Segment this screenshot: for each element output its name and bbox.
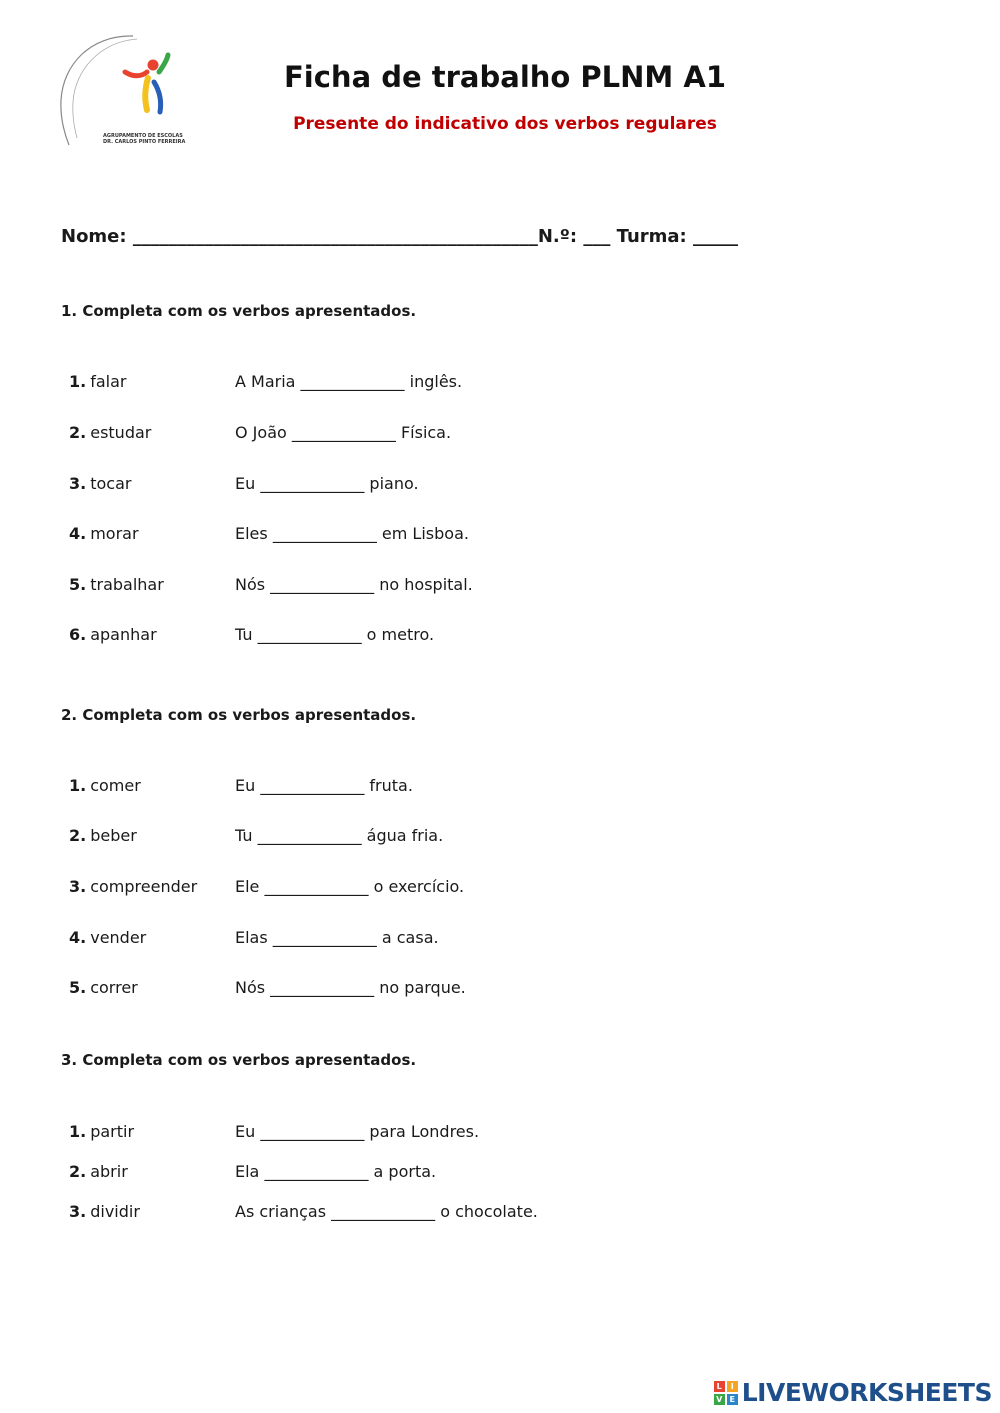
- list-item: [69, 423, 452, 442]
- section-1-title: 1. Completa com os verbos apresentados.: [61, 302, 417, 320]
- worksheet-title: Ficha de trabalho PLNM A1: [283, 60, 727, 94]
- item-verb: beber: [90, 826, 137, 845]
- item-verb: correr: [90, 978, 138, 997]
- item-sentence[interactable]: Ele _____________ o exercício.: [235, 877, 465, 896]
- list-item: [69, 928, 439, 947]
- item-number: 2.: [69, 826, 87, 845]
- item-sentence[interactable]: Eu _____________ fruta.: [235, 776, 413, 795]
- item-verb: tocar: [90, 474, 132, 493]
- list-item: [69, 978, 466, 997]
- logo-caption-line1: AGRUPAMENTO DE ESCOLAS: [103, 133, 183, 139]
- item-sentence[interactable]: O João _____________ Física.: [235, 423, 452, 442]
- item-number: 2.: [69, 423, 87, 442]
- list-item: [69, 474, 419, 493]
- item-number: 3.: [69, 877, 87, 896]
- item-number: 5.: [69, 978, 87, 997]
- item-number: 5.: [69, 575, 87, 594]
- list-item: [69, 877, 465, 896]
- item-sentence[interactable]: Nós _____________ no parque.: [235, 978, 466, 997]
- item-verb: estudar: [90, 423, 152, 442]
- item-verb: abrir: [90, 1162, 128, 1181]
- item-verb: apanhar: [90, 625, 157, 644]
- item-sentence[interactable]: Tu _____________ o metro.: [235, 625, 435, 644]
- list-item: [69, 1162, 437, 1181]
- list-item: [69, 625, 435, 644]
- item-sentence[interactable]: Eu _____________ para Londres.: [235, 1122, 480, 1141]
- item-verb: falar: [90, 372, 127, 391]
- liveworksheets-logo-icon: [714, 1381, 738, 1405]
- list-item: [69, 1122, 480, 1141]
- item-number: 3.: [69, 1202, 87, 1221]
- section-3-title: 3. Completa com os verbos apresentados.: [61, 1051, 417, 1069]
- item-number: 1.: [69, 1122, 87, 1141]
- list-item: [69, 826, 444, 845]
- section-2-title: 2. Completa com os verbos apresentados.: [61, 706, 417, 724]
- item-verb: trabalhar: [90, 575, 164, 594]
- item-verb: morar: [90, 524, 139, 543]
- liveworksheets-brand: LIVEWORKSHEETS: [741, 1378, 992, 1407]
- liveworksheets-watermark: [714, 1378, 992, 1407]
- student-info-line[interactable]: Nome: _____________________________________________N.º: ___ Turma: _____: [61, 226, 739, 247]
- item-verb: vender: [90, 928, 147, 947]
- item-sentence[interactable]: Eles _____________ em Lisboa.: [235, 524, 469, 543]
- item-sentence[interactable]: Eu _____________ piano.: [235, 474, 419, 493]
- worksheet-subtitle: Presente do indicativo dos verbos regulares: [293, 114, 717, 134]
- item-number: 2.: [69, 1162, 87, 1181]
- item-verb: partir: [90, 1122, 135, 1141]
- badge-letter: I: [727, 1381, 738, 1392]
- list-item: [69, 372, 463, 391]
- list-item: [69, 776, 413, 795]
- item-number: 4.: [69, 524, 87, 543]
- list-item: [69, 1202, 538, 1221]
- item-number: 1.: [69, 372, 87, 391]
- badge-letter: L: [714, 1381, 725, 1392]
- item-number: 6.: [69, 625, 87, 644]
- item-verb: compreender: [90, 877, 198, 896]
- badge-letter: V: [714, 1394, 725, 1405]
- item-verb: comer: [90, 776, 141, 795]
- item-number: 3.: [69, 474, 87, 493]
- badge-letter: E: [727, 1394, 738, 1405]
- list-item: [69, 524, 469, 543]
- item-sentence[interactable]: Tu _____________ água fria.: [235, 826, 444, 845]
- item-verb: dividir: [90, 1202, 140, 1221]
- school-logo-caption: [103, 133, 193, 145]
- item-number: 1.: [69, 776, 87, 795]
- item-sentence[interactable]: A Maria _____________ inglês.: [235, 372, 463, 391]
- list-item: [69, 575, 473, 594]
- item-number: 4.: [69, 928, 87, 947]
- item-sentence[interactable]: As crianças _____________ o chocolate.: [235, 1202, 538, 1221]
- item-sentence[interactable]: Ela _____________ a porta.: [235, 1162, 437, 1181]
- item-sentence[interactable]: Elas _____________ a casa.: [235, 928, 439, 947]
- item-sentence[interactable]: Nós _____________ no hospital.: [235, 575, 473, 594]
- logo-caption-line2: DR. CARLOS PINTO FERREIRA: [103, 139, 186, 145]
